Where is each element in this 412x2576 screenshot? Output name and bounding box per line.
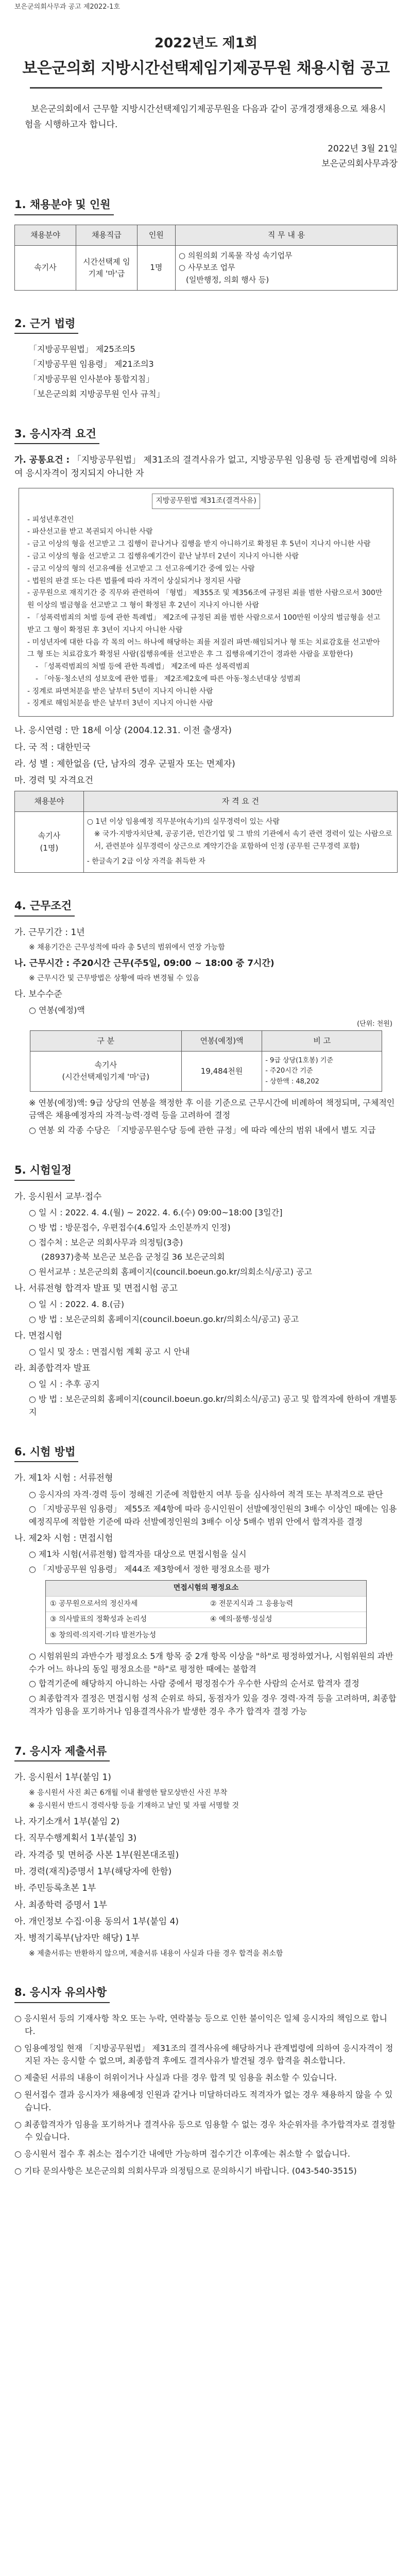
disq-item: - 법원의 판결 또는 다른 법률에 따라 자격이 상실되거나 정지된 사람 bbox=[27, 577, 241, 585]
caution-item: ○ 임용예정일 현재 「지방공무원법」 제31조의 결격사유에 해당하거나 관계법령에 의하여 응시자격이 정지된 자는 응시할 수 없으며, 최종합격 후에도 결격사유가 발견될 경우 합격을 취소합니다. bbox=[14, 2043, 393, 2066]
section-2-title: 2. 근거 법령 bbox=[14, 315, 78, 334]
work-period-note: ※ 채용기간은 근무성적에 따라 총 5년의 범위에서 연장 가능함 bbox=[29, 943, 225, 952]
notice-number: 보은군의회사무과 공고 제2022-1호 bbox=[14, 3, 121, 11]
req-line: ○ 1년 이상 임용예정 직무분야(속기)의 실무경력이 있는 사람 bbox=[87, 817, 280, 826]
table-row bbox=[15, 811, 398, 872]
section-3-title: 3. 응시자격 요건 bbox=[14, 426, 99, 445]
col-amount: 연봉(예정)액 bbox=[181, 1030, 262, 1051]
exam2-item: ○ 시험위원의 과반수가 평정요소 5개 항목 중 2개 항목 이상을 "하"로 평정하였거나, 시험위원의 과반수가 어느 하나의 동일 평정요소를 "하"로 평정한 때에는 불합격 bbox=[29, 1651, 393, 1674]
criteria-item: ③ 의사발표의 정확성과 논리성 bbox=[46, 1612, 206, 1628]
exam2-item: ○ 합격기준에 해당하지 아니하는 사람 중에서 평정점수가 우수한 사람의 순서로 합격자 결정 bbox=[29, 1679, 359, 1689]
doc-item: 라. 자격증 및 면허증 사본 1부(원본대조필) bbox=[14, 1850, 179, 1860]
section-6-head bbox=[14, 1444, 398, 1463]
doc-item: 자. 병적기록부(남자만 해당) 1부 bbox=[14, 1933, 140, 1944]
section-8-title: 8. 응시자 유의사항 bbox=[14, 1984, 110, 2003]
section-7-title: 7. 응시자 제출서류 bbox=[14, 1743, 110, 1762]
common-req bbox=[14, 453, 398, 481]
interview-heading: 다. 면접시험 bbox=[14, 1330, 62, 1341]
final-heading: 라. 최종합격자 발표 bbox=[14, 1363, 91, 1374]
cell-field: 속기사 (1명) bbox=[15, 811, 84, 872]
law-item: 「지방공무원법」 제25조의5 bbox=[29, 344, 135, 354]
table-row bbox=[30, 1052, 382, 1091]
section-8-head bbox=[14, 1984, 398, 2003]
disq-item: - 「아동·청소년의 성보호에 관한 법률」 제2조제2호에 따른 아동·청소년대상 성범죄 bbox=[36, 674, 301, 683]
law-item: 「보은군의회 지방공무원 인사 규칙」 bbox=[29, 388, 165, 399]
disq-item: - 금고 이상의 형의 선고유예를 선고받고 그 선고유예기간 중에 있는 사람 bbox=[27, 564, 255, 573]
career-table bbox=[14, 791, 398, 873]
title-sub: 2022년도 제1회 bbox=[154, 36, 258, 52]
req-line: ※ 국가·지방자치단체, 공공기관, 민간기업 및 그 밖의 기관에서 속기 관련 경력이 있는 사람으로서, 관련분야 실무경력이 상근으로 계약기간을 포함하여 인정 (공무원 근무경력 포함) bbox=[94, 829, 392, 851]
section-5-title: 5. 시험일정 bbox=[14, 1162, 75, 1181]
exam1-item: ○ 「지방공무원 임용령」 제55조 제4항에 따라 응시인원이 선발예정인원의 3배수 이상인 때에는 임용예정직무에 적합한 기준에 따라 선발예정인원의 3배수 이상 5배수 범위 안에서 합격자를 결정 bbox=[29, 1504, 397, 1527]
exam1-item: ○ 응시자의 자격·경력 등이 정해진 기준에 적합한지 여부 등을 심사하여 적격 또는 부적격으로 판단 bbox=[29, 1489, 383, 1499]
col-remarks: 비 고 bbox=[262, 1030, 382, 1051]
work-period: 가. 근무기간 : 1년 bbox=[14, 927, 85, 938]
application-address: (28937)충북 보은군 보은읍 군청길 36 보은군의회 bbox=[41, 1252, 225, 1262]
pay-heading: 다. 보수수준 bbox=[14, 989, 62, 999]
doc-result-heading: 나. 서류전형 합격자 발표 및 면접시험 공고 bbox=[14, 1283, 178, 1294]
caution-item: ○ 원서접수 결과 응시자가 채용예정 인원과 같거나 미달하더라도 적격자가 없는 경우 채용하지 않을 수 있습니다. bbox=[14, 2089, 393, 2112]
doc-note: ※ 응시원서 사진 최근 6개월 이내 촬영한 탈모상반신 사진 부착 bbox=[29, 1788, 228, 1797]
caution-item: ○ 최종합격자가 임용을 포기하거나 결격사유 등으로 임용할 수 없는 경우 차순위자를 추가합격자로 결정할 수 있습니다. bbox=[14, 2119, 396, 2142]
gender-req: 라. 성 별 : 제한없음 (단, 남자의 경우 군필자 또는 면제자) bbox=[14, 758, 235, 769]
section-5-head bbox=[14, 1162, 398, 1181]
interview-criteria-table bbox=[45, 1580, 367, 1644]
career-req-heading: 마. 경력 및 자격요건 bbox=[14, 775, 93, 786]
exam2-item: ○ 최종합격자 결정은 면접시험 성적 순위로 하되, 동점자가 있을 경우 경력·자격 등을 고려하며, 최종합격자가 임용을 포기하거나 임용결격사유가 발생한 경우 추가 합격자 결정 가능 bbox=[29, 1693, 397, 1716]
doc-result-method: ○ 방 법 : 보은군의회 홈페이지(council.boeun.go.kr/의회소식/공고) 공고 bbox=[29, 1314, 299, 1325]
exam2-heading: 나. 제2차 시험 : 면접시험 bbox=[14, 1533, 113, 1544]
recruit-table bbox=[14, 225, 398, 291]
criteria-item: ② 전문지식과 그 응용능력 bbox=[206, 1596, 366, 1612]
cell-count: 1명 bbox=[137, 246, 175, 291]
doc-item: 나. 자기소개서 1부(붙임 2) bbox=[14, 1816, 120, 1827]
final-date: ○ 일 시 : 추후 공지 bbox=[29, 1379, 100, 1389]
doc-item: 바. 주민등록초본 1부 bbox=[14, 1883, 96, 1894]
exam2-item: ○ 「지방공무원 임용령」 제44조 제3항에서 정한 평정요소를 평가 bbox=[29, 1564, 270, 1574]
nationality-req: 다. 국 적 : 대한민국 bbox=[14, 742, 91, 753]
criteria-item: ⑤ 창의력·의지력·기타 발전가능성 bbox=[46, 1628, 366, 1643]
page-title: 보은군의회 지방시간선택제임기제공무원 채용시험 공고 bbox=[22, 59, 390, 78]
allowance-note: ○ 연봉 외 각종 수당은 「지방공무원수당 등에 관한 규정」에 따라 예산의 범위 내에서 별도 지급 bbox=[29, 1125, 376, 1136]
date-block bbox=[14, 142, 398, 172]
box-title: 지방공무원법 제31조(결격사유) bbox=[152, 494, 260, 509]
section-1-head bbox=[14, 196, 398, 215]
caution-item: ○ 제출된 서류의 내용이 허위이거나 사실과 다를 경우 합격 및 임용을 취소할 수 있습니다. bbox=[14, 2073, 337, 2083]
remark-line: - 9급 상당(1호봉) 기준 bbox=[265, 1057, 333, 1065]
disqualification-box bbox=[19, 488, 393, 717]
section-4-head bbox=[14, 897, 398, 917]
application-place: ○ 접수처 : 보은군 의회사무과 의정팀(3층) bbox=[29, 1237, 183, 1247]
exam1-heading: 가. 제1차 시험 : 서류전형 bbox=[14, 1473, 113, 1484]
col-field: 채용분야 bbox=[15, 791, 84, 811]
disq-item: - 「성폭력범죄의 처벌 등에 관한 특례법」 제2조에 규정된 죄를 범한 사람으로서 100만원 이상의 벌금형을 선고받고 그 형이 확정된 후 3년이 지나지 아니한 사람 bbox=[27, 613, 381, 634]
col-field: 채용분야 bbox=[15, 225, 76, 245]
application-heading: 가. 응시원서 교부·접수 bbox=[14, 1191, 102, 1202]
col-count: 인원 bbox=[137, 225, 175, 245]
common-req-label: 가. 공통요건 : bbox=[14, 455, 70, 466]
col-duties: 직 무 내 용 bbox=[176, 225, 398, 245]
application-form-info: ○ 원서교부 : 보은군의회 홈페이지(council.boeun.go.kr/의회소식/공고) 공고 bbox=[29, 1267, 313, 1277]
duty-line: ○ 의원의회 기록물 작성 속기업무 bbox=[179, 251, 293, 261]
duty-line: (일반행정, 의회 행사 등) bbox=[186, 275, 269, 284]
law-item: 「지방공무원 임용령」 제21조의3 bbox=[29, 359, 154, 369]
cell-remarks bbox=[262, 1052, 382, 1091]
notice-date: 2022년 3월 21일 bbox=[328, 144, 398, 155]
notice-issuer: 보은군의회사무과장 bbox=[321, 159, 398, 170]
application-method: ○ 방 법 : 방문접수, 우편접수(4.6일자 소인분까지 인정) bbox=[29, 1222, 231, 1232]
cell-amount: 19,484천원 bbox=[181, 1052, 262, 1091]
caution-item: ○ 응시원서 접수 후 취소는 접수기간 내에만 가능하며 접수기간 이후에는 취소할 수 없습니다. bbox=[14, 2149, 350, 2159]
criteria-item: ④ 예의·품행·성실성 bbox=[206, 1612, 366, 1628]
disq-item: - 징계로 해임처분을 받은 날부터 3년이 지나지 아니한 사람 bbox=[27, 699, 213, 708]
disq-item: - 금고 이상의 형을 선고받고 그 집행유예기간이 끝난 날부터 2년이 지나지 아니한 사람 bbox=[27, 552, 299, 561]
criteria-title: 면접시험의 평정요소 bbox=[46, 1581, 366, 1596]
disq-item: - 공무원으로 재직기간 중 직무와 관련하여 「형법」 제355조 및 제356조에 규정된 죄를 범한 사람으로서 300만원 이상의 벌금형을 선고받고 그 형이 확정된 후 2년이 지나지 아니한 사람 bbox=[27, 589, 383, 610]
age-req: 나. 응시연령 : 만 18세 이상 (2004.12.31. 이전 출생자) bbox=[14, 725, 232, 736]
cell-requirements bbox=[83, 811, 397, 872]
page bbox=[14, 2, 398, 2178]
disq-item: - 금고 이상의 형을 선고받고 그 집행이 끝나거나 집행을 받지 아니하기로 확정된 후 5년이 지나지 아니한 사람 bbox=[27, 540, 371, 549]
cell-field: 속기사 bbox=[15, 246, 76, 291]
doc-item: 사. 최종학력 증명서 1부 bbox=[14, 1900, 108, 1910]
exam2-item: ○ 제1차 시험(서류전형) 합격자를 대상으로 면접시험을 실시 bbox=[29, 1549, 247, 1560]
remark-line: - 상한액 : 48,202 bbox=[265, 1077, 319, 1086]
work-hours: 나. 근무시간 : 주20시간 근무(주5일, 09:00 ~ 18:00 중 7시간) bbox=[14, 958, 274, 969]
disq-item: - 징계로 파면처분을 받은 날부터 5년이 지나지 아니한 사람 bbox=[27, 687, 213, 696]
title-block bbox=[14, 33, 398, 89]
cell-category: 속기사 (시간선택제임기제 '마'급) bbox=[30, 1052, 181, 1091]
caution-item: ○ 기타 문의사항은 보은군의회 의회사무과 의정팀으로 문의하시기 바랍니다. (043-540-3515) bbox=[14, 2165, 357, 2176]
section-2-head bbox=[14, 315, 398, 334]
pay-unit: (단위: 천원) bbox=[357, 1020, 392, 1028]
disq-item: - 「성폭력범죄의 처벌 등에 관한 특례법」 제2조에 따른 성폭력범죄 bbox=[36, 663, 250, 671]
cell-duties bbox=[176, 246, 398, 291]
cell-grade: 시간선택제 임기제 '마'급 bbox=[76, 246, 137, 291]
intro-text: 보은군의회에서 근무할 지방시간선택제임기제공무원을 다음과 같이 공개경쟁채용으로 채용시험을 시행하고자 합니다. bbox=[25, 104, 386, 130]
law-item: 「지방공무원 인사분야 통합지침」 bbox=[29, 374, 154, 384]
title-divider bbox=[30, 87, 382, 89]
doc-item: 마. 경력(재직)증명서 1부(해당자에 한함) bbox=[14, 1866, 172, 1877]
section-7-head bbox=[14, 1743, 398, 1762]
col-requirements: 자 격 요 건 bbox=[83, 791, 397, 811]
final-method: ○ 방 법 : 보은군의회 홈페이지(council.boeun.go.kr/의회소식/공고) 공고 및 합격자에 한하여 개별통지 bbox=[29, 1394, 397, 1417]
application-date: ○ 일 시 : 2022. 4. 4.(월) ~ 2022. 4. 6.(수) 09:00~18:00 [3일간] bbox=[29, 1207, 283, 1217]
work-hours-note: ※ 근무시간 및 근무방법은 상황에 따라 변경될 수 있음 bbox=[29, 974, 200, 983]
section-1-title: 1. 채용분야 및 인원 bbox=[14, 196, 114, 215]
pay-note: ※ 연봉(예정)액: 9급 상당의 연봉을 책정한 후 이를 기준으로 근무시간에 비례하여 책정되며, 구체적인 금액은 채용예정자의 자격·능력·경력 등을 고려하여 결정 bbox=[29, 1097, 395, 1121]
remark-line: - 주20시간 기준 bbox=[265, 1067, 313, 1075]
doc-item: 다. 직무수행계획서 1부(붙임 3) bbox=[14, 1833, 137, 1844]
col-category: 구 분 bbox=[30, 1030, 181, 1051]
doc-application-form: 가. 응시원서 1부(붙임 1) bbox=[14, 1772, 111, 1783]
criteria-item: ① 공무원으로서의 정신자세 bbox=[46, 1596, 206, 1612]
doc-note: ※ 응시원서 반드시 경력사항 등을 기재하고 날인 및 자필 서명할 것 bbox=[29, 1802, 239, 1810]
doc-footnote: ※ 제출서류는 반환하지 않으며, 제출서류 내용이 사실과 다를 경우 합격을 취소함 bbox=[29, 1949, 283, 1958]
pay-table bbox=[30, 1030, 382, 1092]
doc-result-date: ○ 일 시 : 2022. 4. 8.(금) bbox=[29, 1299, 125, 1310]
section-6-title: 6. 시험 방법 bbox=[14, 1444, 78, 1463]
interview-info: ○ 일시 및 장소 : 면접시험 계획 공고 시 안내 bbox=[29, 1347, 190, 1357]
disq-item: - 피성년후견인 bbox=[27, 515, 74, 524]
disq-item: - 미성년자에 대한 다음 각 목의 어느 하나에 해당하는 죄를 저질러 파면·해임되거나 형 또는 치료감호를 선고받아 그 형 또는 치료감호가 확정된 사람(집행유예를 선고받은 후 그 집행유예기간이 경과한 사람을 포함한다) bbox=[27, 638, 380, 659]
duty-line: ○ 사무보조 업무 bbox=[179, 263, 235, 273]
disq-item: - 파산선고를 받고 복권되지 아니한 사람 bbox=[27, 528, 153, 536]
req-line: - 한글속기 2급 이상 자격을 취득한 자 bbox=[87, 857, 205, 866]
section-4-title: 4. 근무조건 bbox=[14, 897, 75, 917]
col-grade: 채용직급 bbox=[76, 225, 137, 245]
section-3-head bbox=[14, 426, 398, 445]
table-row bbox=[15, 246, 398, 291]
pay-subheading: ○ 연봉(예정)액 bbox=[29, 1005, 85, 1015]
caution-item: ○ 응시원서 등의 기재사항 착오 또는 누락, 연락불능 등으로 인한 불이익은 일체 응시자의 책임으로 합니다. bbox=[14, 2013, 387, 2036]
doc-item: 아. 개인정보 수집·이용 동의서 1부(붙임 4) bbox=[14, 1917, 179, 1927]
common-req-text: 「지방공무원법」 제31조의 결격사유가 없고, 지방공무원 임용령 등 관계법령에 의하여 응시자격이 정지되지 아니한 자 bbox=[14, 455, 397, 479]
